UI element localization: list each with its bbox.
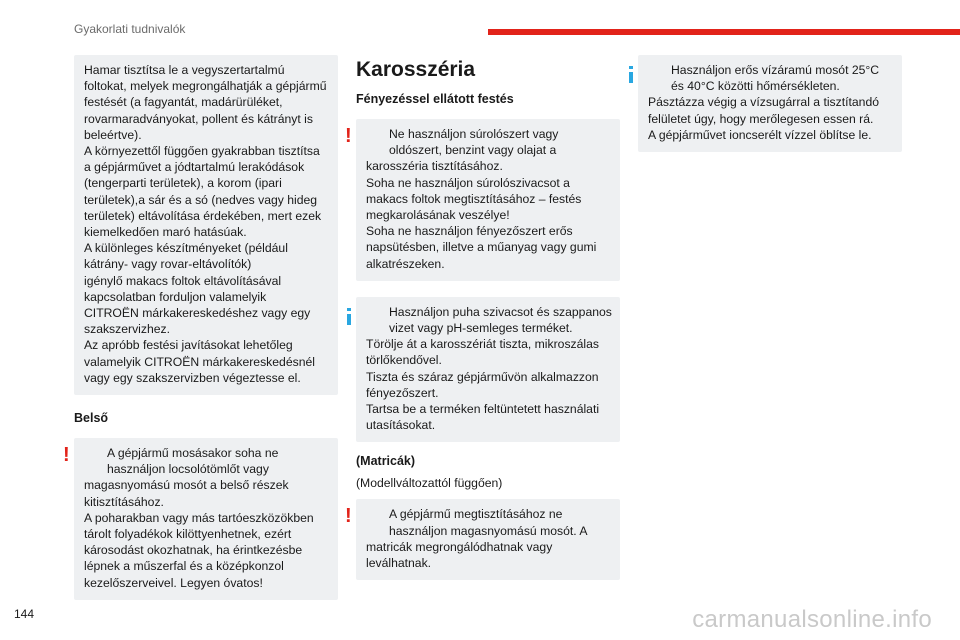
- text-line: makacs foltok megtisztításához – festés: [366, 191, 582, 206]
- decals-warning-box: [345, 499, 620, 580]
- text-line: rovarmaradványokat, pollent és kátrányt is: [84, 111, 313, 126]
- text-line: Törölje át a karosszériát tiszta, mikroszálas: [366, 337, 599, 352]
- text-line: kiemelkedően maró hatásúak.: [84, 225, 247, 240]
- text-line: utasításokat.: [366, 418, 436, 433]
- text-line: festését (a fagyantát, madárürüléket,: [84, 95, 283, 110]
- info-icon: [347, 308, 351, 325]
- warning-icon: !: [63, 444, 70, 467]
- text-fragment: A gépjármű mosásakor soha ne: [107, 446, 279, 461]
- painted-finish-heading: Fényezéssel ellátott festés: [356, 92, 514, 106]
- text-line: területek) eltávolítása érdekében, mert ezek: [84, 208, 322, 223]
- text-line: Tartsa be a terméken feltüntetett használati: [366, 402, 600, 417]
- warning-icon: !: [345, 125, 352, 147]
- text-line: a gépjárművet a jódtartalmú lerakódások: [84, 160, 305, 175]
- text-line: A környezettől függően gyakrabban tisztítsa: [84, 144, 320, 159]
- interior-warning-box: [63, 438, 338, 600]
- column-right: [638, 55, 902, 168]
- text-line: leválhatnak.: [366, 556, 432, 571]
- text-fragment: A gépjármű megtisztításához ne: [389, 507, 563, 522]
- text-line: kitisztításához.: [84, 494, 164, 509]
- text-fragment: Használjon puha szivacsot és szappanos: [389, 304, 612, 319]
- text-line: kátrány- vagy rovar-eltávolítók): [84, 257, 252, 272]
- text-line: alkatrészeken.: [366, 256, 445, 271]
- text-line: napsütésben, illetve a műanyag vagy gumi: [366, 240, 597, 255]
- text-line: magasnyomású mosót a belső részek: [84, 478, 289, 493]
- text-line: valamelyik CITROËN márkakereskedésnél: [84, 354, 315, 369]
- text-line: Az apróbb festési javításokat lehetőleg: [84, 338, 293, 353]
- text-line: használjon magasnyomású mosót. A: [389, 523, 588, 538]
- page-number: 144: [14, 607, 35, 621]
- text-line: felületet úgy, hogy merőlegesen essen rá.: [648, 111, 874, 126]
- info-icon: [629, 66, 633, 83]
- text-line: és 40°C közötti hőmérsékleten.: [671, 79, 840, 94]
- text-line: A különleges készítményeket (például: [84, 241, 288, 256]
- body-warning-box: [345, 119, 620, 281]
- pressure-washer-info-box: [638, 55, 902, 152]
- text-line: kapcsolatban forduljon valamelyik: [84, 289, 267, 304]
- text-line: vagy egy szakszervizben végeztesse el.: [84, 370, 301, 385]
- paint-care-note-box: [74, 55, 338, 395]
- text-line: Soha ne használjon súrolószivacsot a: [366, 175, 570, 190]
- warning-icon: !: [345, 505, 352, 528]
- column-middle: [345, 55, 620, 596]
- version-note: (Modellváltozattól függően): [356, 476, 503, 491]
- body-info-box: [356, 297, 620, 443]
- text-line: (tengerparti területek), a korom (ipari: [84, 176, 282, 191]
- text-line: vizet vagy pH-semleges terméket.: [389, 321, 573, 336]
- text-line: karosszéria tisztításához.: [366, 159, 503, 174]
- interior-heading: Belső: [74, 411, 109, 426]
- text-line: tárolt folyadékok kilöttyenhetnek, ezért: [84, 527, 292, 542]
- text-fragment: Használjon erős vízáramú mosót 25°C: [671, 63, 880, 77]
- text-line: [345, 505, 610, 528]
- watermark: carmanualsonline.info: [692, 606, 932, 633]
- text-line: beleértve).: [84, 127, 142, 142]
- header-accent-bar: [488, 29, 960, 35]
- text-line: megkarolásának veszélye!: [366, 208, 510, 223]
- text-line: [63, 444, 328, 467]
- text-line: kezelőszerveivel. Legyen óvatos!: [84, 575, 263, 590]
- text-line: foltokat, melyek megrongálhatják a gépjármű: [84, 79, 327, 94]
- text-line: CITROËN márkakereskedéshez vagy egy: [84, 306, 311, 321]
- text-line: szakszervizhez.: [84, 322, 171, 337]
- text-line: lépnek a műszerfal és a középkonzol: [84, 559, 284, 574]
- text-line: használjon locsolótömlőt vagy: [107, 462, 269, 477]
- text-line: A poharakban vagy más tartóeszközökben: [84, 510, 314, 525]
- column-left: [63, 55, 338, 616]
- text-line: Pásztázza végig a vízsugárral a tisztítandó: [648, 95, 880, 110]
- text-line: Tiszta és száraz gépjárművön alkalmazzon: [366, 369, 599, 384]
- text-line: törlőkendővel.: [366, 353, 442, 368]
- text-line: [366, 304, 610, 320]
- text-line: károsodást okozhatnak, ha érintkezésbe: [84, 543, 303, 558]
- text-line: fényezőszert.: [366, 385, 439, 400]
- text-line: A gépjárművet ioncserélt vízzel öblítse le.: [648, 127, 872, 142]
- running-header: Gyakorlati tudnivalók: [74, 22, 186, 36]
- text-line: igénylő makacs foltok eltávolításával: [84, 273, 282, 288]
- section-title: Karosszéria: [356, 58, 476, 81]
- text-line: területek),a sár és a só (nedves vagy hideg: [84, 192, 318, 207]
- decals-heading: (Matricák): [356, 454, 416, 469]
- text-line: Hamar tisztítsa le a vegyszertartalmú: [84, 63, 285, 77]
- text-line: [345, 125, 610, 147]
- text-line: matricák megrongálódhatnak vagy: [366, 539, 553, 554]
- text-line: [648, 62, 892, 78]
- text-line: oldószert, benzint vagy olajat a: [389, 143, 557, 158]
- text-line: Soha ne használjon fényezőszert erős: [366, 224, 573, 239]
- text-fragment: Ne használjon súrolószert vagy: [389, 127, 559, 141]
